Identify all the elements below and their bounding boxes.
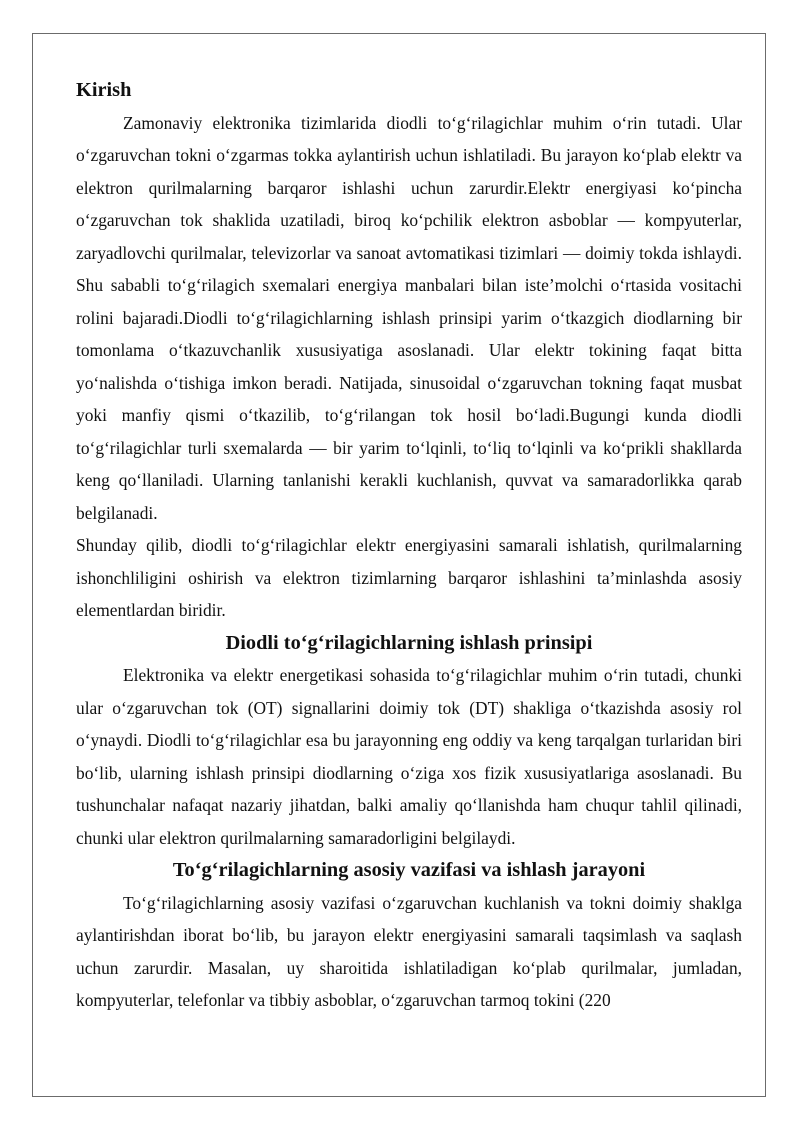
main-function-paragraph: To‘g‘rilagichlarning asosiy vazifasi o‘zgaruvchan kuchlanish va tokni doimiy shaklga aylantirishdan iborat bo‘lib, bu jarayon elektr energiyasini samarali taqsimlash va saqlash uchun zarurdir. Masalan, uy sharoitida ishlatiladigan ko‘plab qurilmalar, jumladan, kompyuterlar, telefonlar va tibbiy asboblar, o‘zgaruvchan tarmoq tokini (220 xyxy=(76,892,742,1010)
section-heading-kirish: Kirish xyxy=(76,79,132,101)
section-heading-main-function: To‘g‘rilagichlarning asosiy vazifasi va ishlash jarayoni xyxy=(172,859,646,881)
conclusion-paragraph: Shunday qilib, diodli to‘g‘rilagichlar elektr energiyasini samarali ishlatish, qurilmalarning ishonchliligini oshirish va elektron tizimlarning barqaror ishlashini ta’minlashda asosiy elementlardan biridir. xyxy=(76,535,742,620)
document-body xyxy=(76,74,742,1017)
intro-paragraph: Zamonaviy elektronika tizimlarida diodli to‘g‘rilagichlar muhim o‘rin tutadi. Ular o‘zgaruvchan tokni o‘zgarmas tokka aylantirish uchun ishlatiladi. Bu jarayon ko‘plab elektr va elektron qurilmalarning barqaror ishlashi uchun zarurdir.Elektr energiyasi ko‘pincha o‘zgaruvchan tok shaklida uzatiladi, biroq ko‘pchilik elektron asboblar — kompyuterlar, zaryadlovchi qurilmalar, televizorlar va sanoat avtomatikasi tizimlari — doimiy tokda ishlaydi. Shu sababli to‘g‘rilagich sxemalari energiya manbalari bilan iste’molchi o‘rtasida vositachi rolini bajaradi.Diodli to‘g‘rilagichlarning ishlash prinsipi yarim o‘tkazgich diodlarning bir tomonlama o‘tkazuvchanlik xususiyatiga asoslanadi. Ular elektr tokining faqat bitta yo‘nalishda o‘tishiga imkon beradi. Natijada, sinusoidal o‘zgaruvchan tokning faqat musbat yoki manfiy qismi o‘tkazilib, to‘g‘rilangan tok hosil bo‘ladi.Bugungi kunda diodli to‘g‘rilagichlar turli sxemalarda — bir yarim to‘lqinli, to‘liq to‘lqinli va ko‘prikli shakllarda keng qo‘llaniladi. Ularning tanlanishi kerakli kuchlanish, quvvat va samaradorlikka qarab belgilanadi. xyxy=(76,112,742,523)
section-heading-working-principle: Diodli to‘g‘rilagichlarning ishlash prinsipi xyxy=(225,631,593,654)
working-principle-paragraph: Elektronika va elektr energetikasi sohasida to‘g‘rilagichlar muhim o‘rin tutadi, chunki ular o‘zgaruvchan tok (OT) signallarini doimiy tok (DT) shakliga o‘tkazishda asosiy rol o‘ynaydi. Diodli to‘g‘rilagichlar esa bu jarayonning eng oddiy va keng tarqalgan turlaridan biri bo‘lib, ularning ishlash prinsipi diodlarning o‘ziga xos fizik xususiyatlariga asoslanadi. Bu tushunchalar nafaqat nazariy jihatdan, balki amaliy qo‘llanishda ham chuqur tahlil qilinadi, chunki ular elektron qurilmalarning samaradorligini belgilaydi. xyxy=(76,665,742,848)
